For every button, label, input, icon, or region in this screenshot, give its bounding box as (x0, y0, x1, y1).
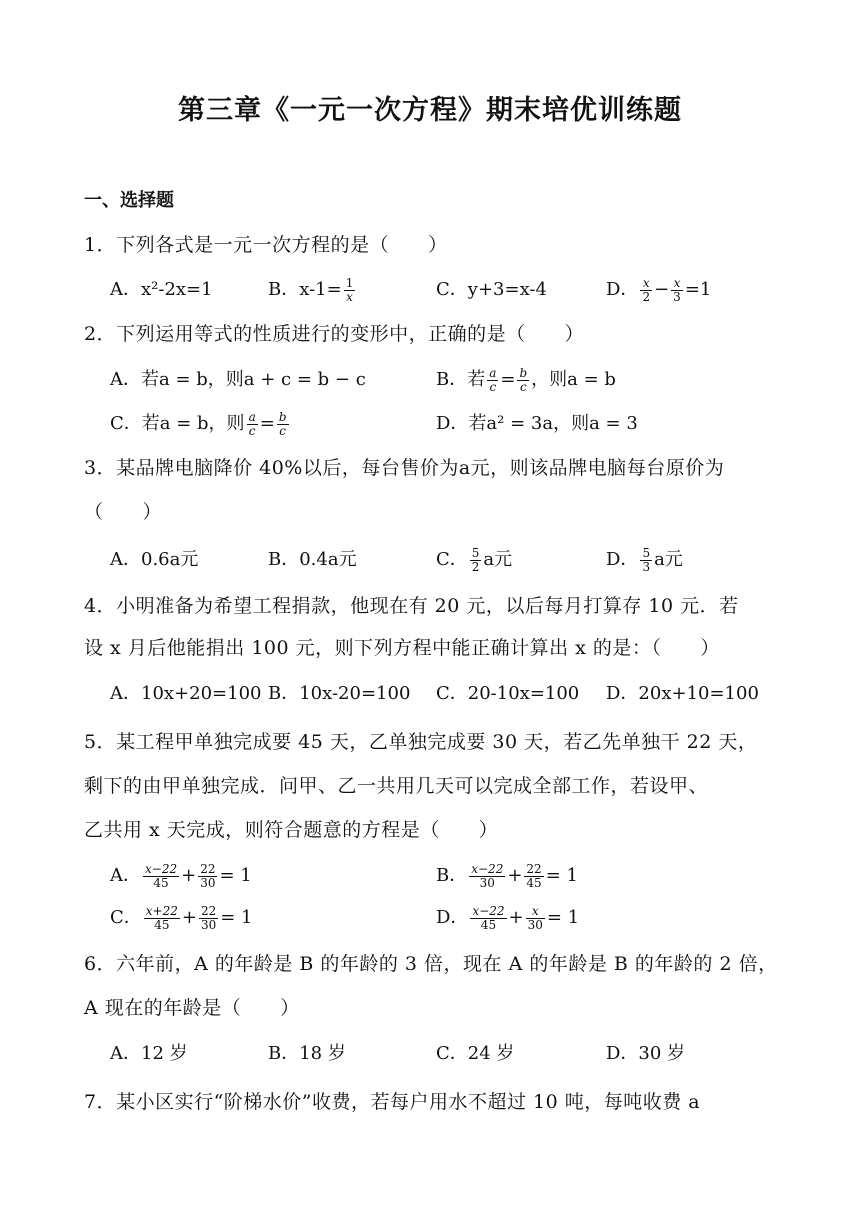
option-a: A．12 岁 (110, 1043, 188, 1064)
option-a: A．10x+20=100 (110, 683, 262, 704)
option-a: A． $\frac{x-22}{45}$ + $\frac{22}{30}$ = 1 (110, 861, 252, 890)
option-c: C．若a = b，则 $\frac{a}{c}$ = $\frac{b}{c}$ (110, 409, 287, 438)
option-b: B．0.4a元 (268, 549, 357, 570)
option-c: C．y+3=x-4 (436, 279, 547, 300)
question-3-stem-line2: （ ） (84, 501, 163, 523)
question-5-stem: 5．某工程甲单独完成要 45 天，乙单独完成要 30 天，若乙先单独干 22 天， (84, 731, 758, 753)
option-d: D．20x+10=100 (606, 683, 759, 704)
option-a: A．0.6a元 (110, 549, 199, 570)
option-c: C．24 岁 (436, 1043, 515, 1064)
question-4-stem: 4．小明准备为希望工程捐款，他现在有 20 元，以后每月打算存 10 元．若 (84, 595, 739, 617)
question-5-stem-line2: 剩下的由甲单独完成．问甲、乙一共用几天可以完成全部工作，若设甲、 (84, 775, 709, 797)
question-2-stem: 2．下列运用等式的性质进行的变形中，正确的是（ ） (84, 323, 585, 345)
option-b: B．10x-20=100 (268, 683, 411, 704)
question-6-stem: 6．六年前，A 的年龄是 B 的年龄的 3 倍，现在 A 的年龄是 B 的年龄的 2 倍， (84, 953, 778, 975)
option-d: D． $\frac{x}{2}$ − $\frac{x}{3}$ =1 (606, 275, 712, 304)
option-b: B． $\frac{x-22}{30}$ + $\frac{22}{45}$ = 1 (436, 861, 578, 890)
option-d: D．30 岁 (606, 1043, 686, 1064)
question-4-stem-line2: 设 x 月后他能捐出 100 元，则下列方程中能正确计算出 x 的是：（ ） (84, 637, 720, 659)
option-b: B．若 $\frac{a}{c}$ = $\frac{b}{c}$ ，则a = b (436, 365, 616, 394)
option-c: C． $\frac{x+22}{45}$ + $\frac{22}{30}$ = 1 (110, 903, 253, 932)
question-3-stem: 3．某品牌电脑降价 40%以后，每台售价为a元，则该品牌电脑每台原价为 (84, 457, 725, 479)
option-d: D．若a² = 3a，则a = 3 (436, 413, 638, 434)
option-d: D． $\frac{5}{3}$ a元 (606, 545, 683, 574)
question-7-stem: 7．某小区实行“阶梯水价”收费，若每户用水不超过 10 吨，每吨收费 a (84, 1091, 701, 1113)
section-heading: 一、选择题 (84, 190, 174, 211)
option-a: A．若a = b，则a + c = b − c (110, 369, 366, 390)
option-c: C．20-10x=100 (436, 683, 580, 704)
option-b: B．x-1= $\frac{1}{x}$ (268, 275, 354, 304)
question-6-stem-line2: A 现在的年龄是（ ） (84, 997, 300, 1019)
option-d: D． $\frac{x-22}{45}$ + $\frac{x}{30}$ = 1 (436, 903, 580, 932)
option-a: A．x²-2x=1 (110, 279, 213, 300)
page-title: 第三章《一元一次方程》期末培优训练题 (178, 95, 682, 126)
question-1-stem: 1．下列各式是一元一次方程的是（ ） (84, 234, 448, 256)
question-5-stem-line3: 乙共用 x 天完成，则符合题意的方程是（ ） (84, 819, 499, 841)
option-b: B．18 岁 (268, 1043, 346, 1064)
option-c: C． $\frac{5}{2}$ a元 (436, 545, 513, 574)
